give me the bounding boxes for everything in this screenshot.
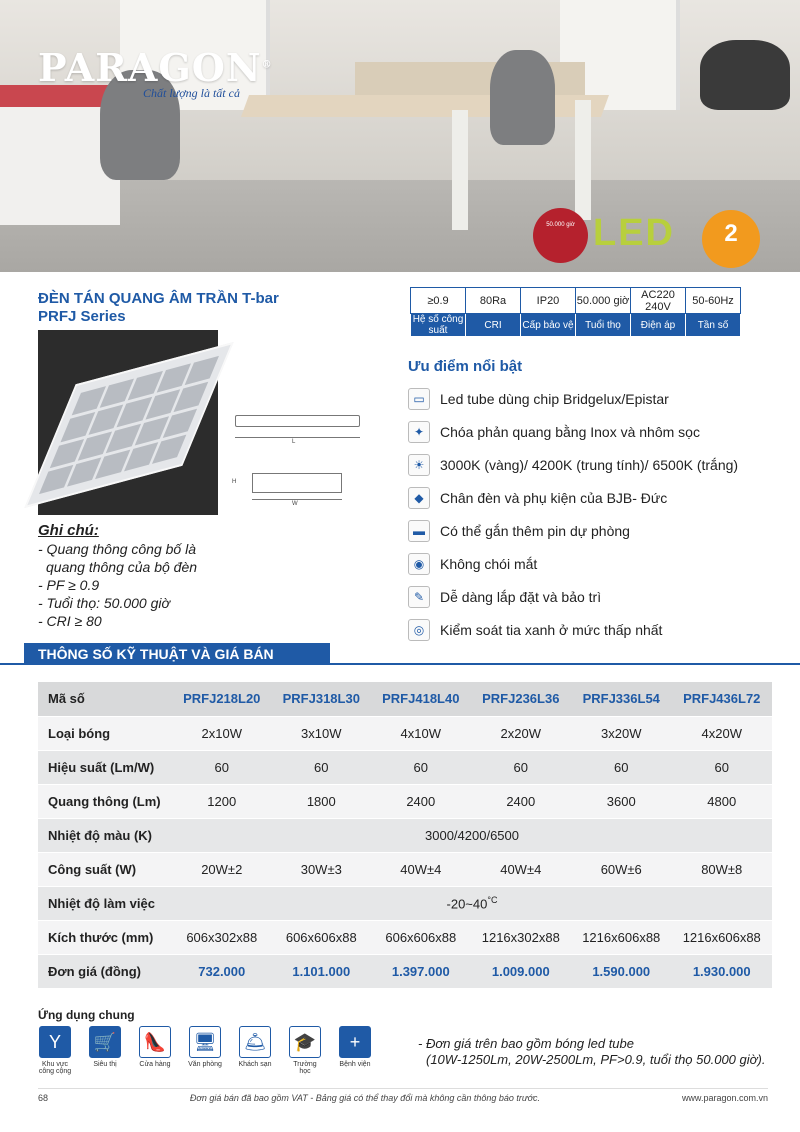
smd-chip-icon: ▭ [408, 388, 430, 410]
emergency-battery-icon: ▬ [408, 520, 430, 542]
list-item: ▭ Led tube dùng chip Bridgelux/Epistar [408, 382, 738, 415]
hospital-icon: + [339, 1026, 371, 1058]
price-note: - Đơn giá trên bao gồm bóng led tube (10W-1250Lm, 20W-2500Lm, PF>0.9, tuổi thọ 50.000 giờ). [418, 1036, 766, 1067]
brand-logo: PARAGON® Chất lượng là tất cả [38, 45, 273, 100]
spec-value: IP20 [521, 288, 576, 314]
hero-photo [0, 0, 800, 272]
front-profile [252, 473, 342, 493]
list-item: ☀ 3000K (vàng)/ 4200K (trung tính)/ 6500K (trắng) [408, 448, 738, 481]
notes [38, 522, 197, 630]
spec-value: 80Ra [466, 288, 521, 314]
spec-value: 50.000 giờ [576, 288, 631, 314]
spec-value: 50-60Hz [686, 288, 741, 314]
list-item: 🛒 Siêu thị [88, 1026, 122, 1075]
spec-label: Tần số [686, 314, 741, 337]
color-temperature-icon: ☀ [408, 454, 430, 476]
length-label: L [292, 439, 296, 445]
dimension-drawing [230, 415, 365, 515]
office-chair [490, 50, 555, 145]
advantages-title: Ưu điểm nổi bật [408, 358, 523, 375]
office-icon: 🖥 [189, 1026, 221, 1058]
brand-name: PARAGON [38, 45, 262, 90]
list-item: ◎ Kiểm soát tia xanh ở mức thấp nhất [408, 613, 738, 646]
hotel-icon: 🛎 [239, 1026, 271, 1058]
spec-label: CRI [466, 314, 521, 337]
table-row: Hiệu suất (Lm/W) 60 60 60 60 60 60 [38, 750, 772, 784]
applications-title: Ứng dụng chung [38, 1008, 135, 1022]
product-image [38, 330, 218, 515]
page-number: 68 [38, 1093, 49, 1103]
public-area-icon: Y [39, 1026, 71, 1058]
product-title-line1: ĐÈN TÁN QUANG ÂM TRẦN T-bar [38, 290, 279, 307]
width-label: W [292, 501, 298, 507]
note-line: - PF ≥ 0.9 [38, 577, 100, 593]
diamond-icon: ◆ [408, 487, 430, 509]
troffer-fixture [24, 342, 233, 508]
note-line: quang thông của bộ đèn [46, 559, 198, 575]
side-profile [235, 415, 360, 427]
list-item: ✦ Chóa phản quang bằng Inox và nhôm sọc [408, 415, 738, 448]
desk-leg [575, 100, 591, 220]
blue-light-icon: ◎ [408, 619, 430, 641]
list-item: 🎓 Trường học [288, 1026, 322, 1075]
reflector-icon: ✦ [408, 421, 430, 443]
section-title: THÔNG SỐ KỸ THUẬT VÀ GIÁ BÁN [24, 643, 330, 665]
list-item: 🖥 Văn phòng [188, 1026, 222, 1075]
list-item: Y Khu vực công cộng [38, 1026, 72, 1075]
height-label: H [232, 479, 237, 485]
table-row: Nhiệt độ màu (K) 3000/4200/6500 [38, 818, 772, 852]
floor [0, 180, 800, 272]
warranty-badge: 2 [702, 210, 760, 268]
width-line [252, 499, 342, 500]
table-row: Loại bóng 2x10W 3x10W 4x10W 2x20W 3x20W 4x20W [38, 716, 772, 750]
spec-value: ≥0.9 [411, 288, 466, 314]
footer [38, 1088, 768, 1103]
spec-value: AC220 240V [631, 288, 686, 314]
list-item: ◆ Chân đèn và phụ kiện của BJB- Đức [408, 481, 738, 514]
table-row: Nhiệt độ làm việc $-20\sim 40^{^\circ C}$ [38, 886, 772, 920]
tools-icon: ✎ [408, 586, 430, 608]
advantages-list [408, 382, 738, 646]
lounge-chair [700, 40, 790, 110]
eye-icon: ◉ [408, 553, 430, 575]
note-line: - Tuổi thọ: 50.000 giờ [38, 595, 170, 611]
school-icon: 🎓 [289, 1026, 321, 1058]
section-header [0, 643, 800, 665]
spec-label: Điện áp [631, 314, 686, 337]
spec-label: Hệ số công suất [411, 314, 466, 337]
footer-disclaimer: Đơn giá bán đã bao gồm VAT - Bảng giá có thể thay đổi mà không cần thông báo trước. [189, 1093, 541, 1103]
lifetime-seal: 50.000 giờ [533, 208, 588, 263]
desk-leg [452, 110, 468, 230]
list-item: ▬ Có thể gắn thêm pin dự phòng [408, 514, 738, 547]
spec-label: Cấp bảo vệ [521, 314, 576, 337]
table-header: Mã số PRFJ218L20 PRFJ318L30 PRFJ418L40 PRFJ236L36 PRFJ336L54 PRFJ436L72 [38, 682, 772, 716]
price-table [38, 682, 772, 989]
supermarket-icon: 🛒 [89, 1026, 121, 1058]
table-row: Công suất (W) 20W±2 30W±3 40W±4 40W±4 60W±6 80W±8 [38, 852, 772, 886]
brand-tagline: Chất lượng là tất cả [143, 86, 240, 100]
product-title [38, 290, 279, 326]
website-link[interactable]: www.paragon.com.vn [681, 1093, 768, 1103]
list-item: + Bệnh viện [338, 1026, 372, 1075]
spec-summary-table [410, 287, 741, 337]
spec-label: Tuổi thọ [576, 314, 631, 337]
notes-heading: Ghi chú: [38, 522, 99, 539]
length-line [235, 437, 360, 438]
table-row: Đơn giá (đồng) 732.000 1.101.000 1.397.000 1.009.000 1.590.000 1.930.000 [38, 954, 772, 988]
list-item: 🛎 Khách sạn [238, 1026, 272, 1075]
note-line: - Quang thông công bố là [38, 541, 197, 557]
table-row: Kích thước (mm) 606x302x88 606x606x88 606x606x88 1216x302x88 1216x606x88 1216x606x88 [38, 920, 772, 954]
led-badge: LED [593, 212, 675, 254]
applications-list [38, 1026, 372, 1075]
table-row: Quang thông (Lm) 1200 1800 2400 2400 3600 4800 [38, 784, 772, 818]
product-series: PRFJ Series [38, 308, 126, 325]
note-line: - CRI ≥ 80 [38, 613, 102, 629]
store-icon: 👠 [139, 1026, 171, 1058]
list-item: ◉ Không chói mắt [408, 547, 738, 580]
list-item: ✎ Dễ dàng lắp đặt và bảo trì [408, 580, 738, 613]
list-item: 👠 Cửa hàng [138, 1026, 172, 1075]
